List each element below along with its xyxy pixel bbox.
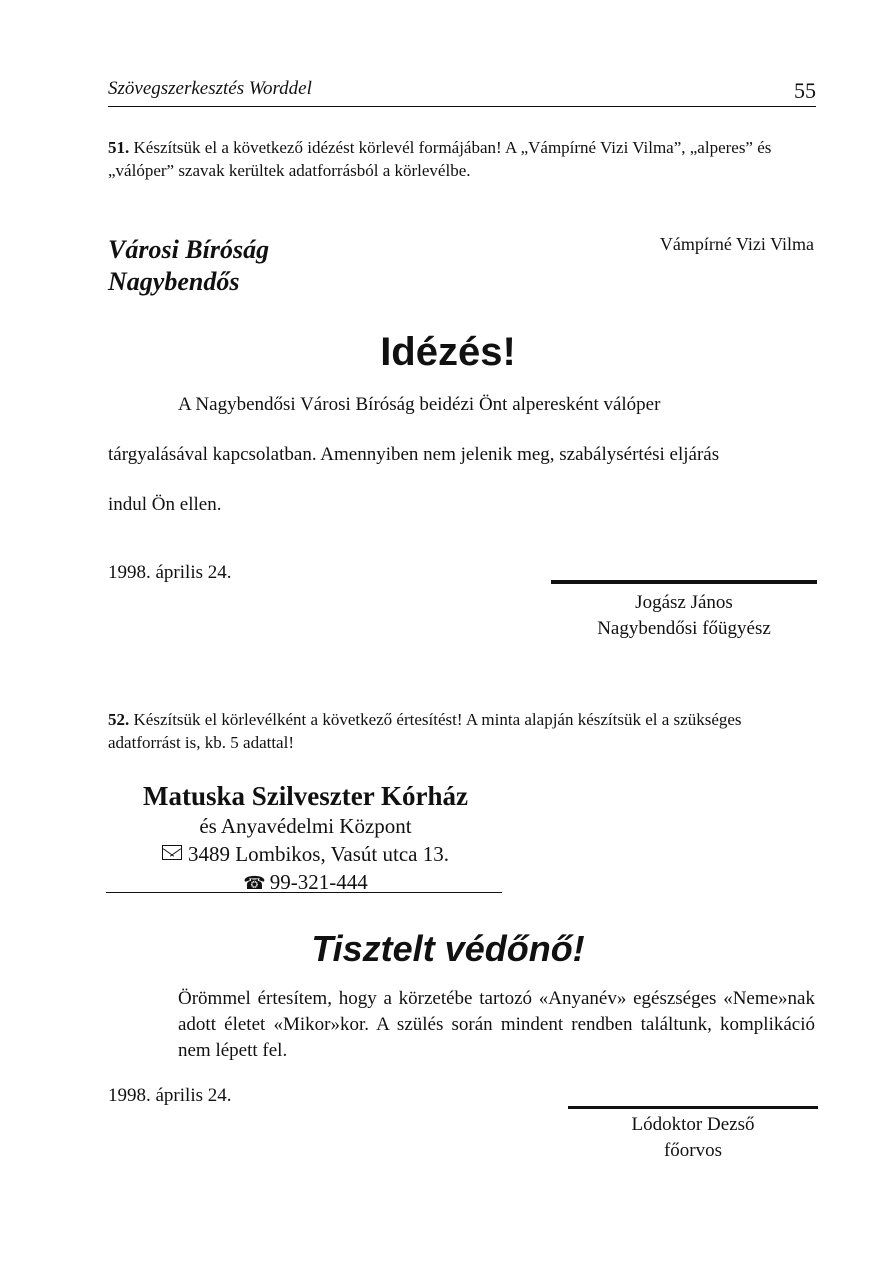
summons-signature bbox=[551, 590, 817, 642]
hospital-letterhead bbox=[108, 780, 503, 897]
signature-line bbox=[551, 580, 817, 584]
summons-date: 1998. április 24. bbox=[108, 562, 232, 583]
body-line: A Nagybendősi Városi Bíróság beidézi Önt alperesként válóper bbox=[178, 394, 661, 415]
signer-name: Jogász János bbox=[635, 592, 733, 613]
notice-text: Örömmel értesítem, hogy a körzetébe tartozó «Anyanév» egészséges «Neme»nak adott életet «Mikor»kor. A szülés során mindent rendben találtunk, komplikáció nem lépett fel. bbox=[178, 988, 815, 1061]
phone-text: 99-321-444 bbox=[269, 870, 368, 894]
envelope-icon bbox=[162, 845, 182, 860]
recipient-name: Vámpírné Vizi Vilma bbox=[659, 234, 814, 254]
exercise-number: 51. bbox=[108, 138, 130, 157]
address-text: 3489 Lombikos, Vasút utca 13. bbox=[188, 842, 449, 866]
running-header-title: Szövegszerkesztés Worddel bbox=[108, 78, 312, 99]
body-line: tárgyalásával kapcsolatban. Amennyiben nem jelenik meg, szabálysértési eljárás bbox=[108, 444, 720, 465]
summons-body bbox=[108, 380, 818, 530]
hospital-subtitle: és Anyavédelmi Központ bbox=[199, 814, 412, 838]
exercise-text: Készítsük el körlevélként a következő értesítést! A minta alapján készítsük el a szükséges adatforrást is, kb. 5 adattal! bbox=[108, 710, 742, 752]
notice-date: 1998. április 24. bbox=[108, 1085, 232, 1106]
court-name: Városi Bíróság bbox=[108, 235, 270, 264]
body-line: indul Ön ellen. bbox=[108, 494, 222, 515]
header-divider bbox=[108, 106, 816, 107]
notice-title: Tisztelt védőnő! bbox=[311, 928, 585, 969]
summons-title: Idézés! bbox=[380, 330, 516, 374]
exercise-52 bbox=[108, 708, 818, 754]
court-name-block bbox=[108, 234, 269, 298]
court-city: Nagybendős bbox=[108, 267, 240, 296]
letterhead-divider bbox=[106, 892, 502, 893]
page-number: 55 bbox=[794, 78, 816, 103]
telephone-icon: ☎ bbox=[243, 873, 266, 893]
hospital-address bbox=[108, 840, 503, 868]
signer-name: Lódoktor Dezső bbox=[631, 1114, 755, 1135]
exercise-51 bbox=[108, 136, 818, 182]
exercise-text: Készítsük el a következő idézést körlevél formájában! A „Vámpírné Vizi Vilma”, „alperes” és „válóper” szavak kerültek adatforrásból a körlevélbe. bbox=[108, 138, 772, 180]
notice-signature bbox=[568, 1112, 818, 1164]
signer-title: főorvos bbox=[663, 1140, 723, 1161]
hospital-name: Matuska Szilveszter Kórház bbox=[143, 781, 468, 811]
notice-body bbox=[108, 986, 815, 1064]
exercise-number: 52. bbox=[108, 710, 130, 729]
signature-line bbox=[568, 1106, 818, 1109]
signer-title: Nagybendősi főügyész bbox=[597, 618, 771, 639]
